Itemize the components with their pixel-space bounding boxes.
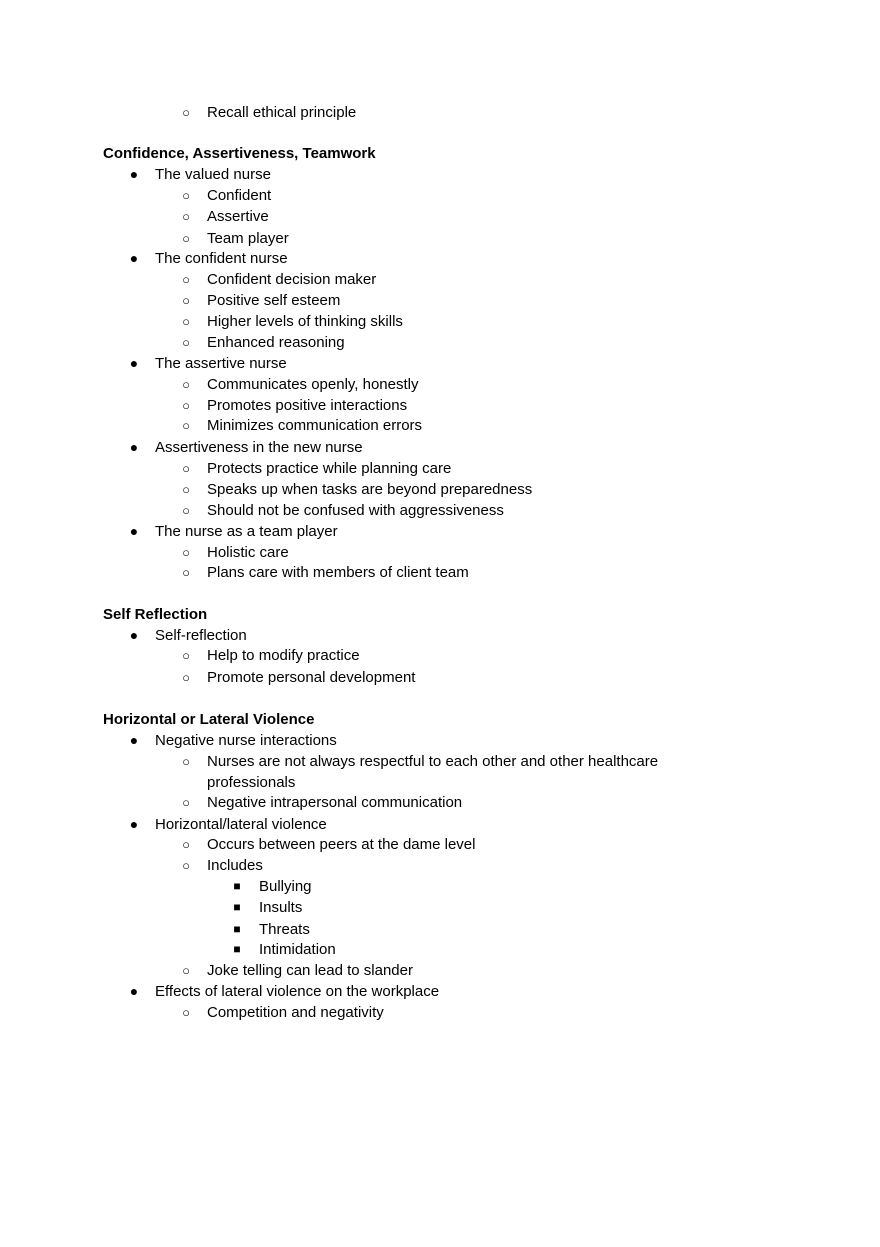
hollow-circle-bullet-icon: ○: [182, 188, 190, 203]
hollow-circle-bullet-icon: ○: [182, 398, 190, 413]
list-item: [0, 981, 880, 1002]
list-item-text: Bullying: [259, 878, 312, 895]
list-item-text: Holistic care: [207, 544, 289, 561]
list-item: [0, 876, 880, 897]
filled-circle-bullet-icon: ●: [129, 439, 139, 455]
square-bullet-icon: ■: [233, 942, 241, 956]
list-item: [0, 353, 880, 374]
list-item: [0, 625, 880, 646]
section-heading: Horizontal or Lateral Violence: [103, 711, 315, 728]
list-item-text: Effects of lateral violence on the workplace: [155, 983, 440, 1000]
list-item-text: Enhanced reasoning: [207, 334, 345, 351]
list-item: [0, 855, 880, 876]
list-item-text: The assertive nurse: [155, 355, 287, 372]
list-item-text: Recall ethical principle: [207, 104, 357, 121]
list-item-text: Speaks up when tasks are beyond preparedness: [207, 481, 533, 498]
list-item-text: Higher levels of thinking skills: [207, 313, 403, 330]
list-item-text: Includes: [207, 857, 263, 874]
list-item: [0, 290, 880, 311]
list-item-text: Promote personal development: [207, 669, 416, 686]
hollow-circle-bullet-icon: ○: [182, 377, 190, 392]
list-item-text: Threats: [259, 921, 310, 938]
hollow-circle-bullet-icon: ○: [182, 314, 190, 329]
filled-circle-bullet-icon: ●: [129, 627, 139, 643]
list-item: [0, 667, 880, 688]
list-item: [0, 792, 880, 813]
filled-circle-bullet-icon: ●: [129, 250, 139, 266]
list-item-text: Negative nurse interactions: [155, 732, 337, 749]
hollow-circle-bullet-icon: ○: [182, 648, 190, 663]
filled-circle-bullet-icon: ●: [129, 523, 139, 539]
list-item-text: Competition and negativity: [207, 1004, 384, 1021]
list-item-text: Help to modify practice: [207, 647, 360, 664]
list-item-text: Self-reflection: [155, 627, 247, 644]
filled-circle-bullet-icon: ●: [129, 983, 139, 999]
list-item: [0, 269, 880, 290]
hollow-circle-bullet-icon: ○: [182, 963, 190, 978]
list-item: [0, 311, 880, 332]
square-bullet-icon: ■: [233, 922, 241, 936]
list-item: [0, 102, 880, 123]
list-item: [0, 919, 880, 940]
list-item: [0, 332, 880, 353]
list-item: [0, 730, 880, 751]
list-item-text: The confident nurse: [155, 250, 288, 267]
section-heading: Self Reflection: [103, 606, 208, 623]
list-item: [0, 751, 880, 772]
hollow-circle-bullet-icon: ○: [182, 545, 190, 560]
filled-circle-bullet-icon: ●: [129, 166, 139, 182]
list-item-text: Confident: [207, 187, 272, 204]
list-item-text: Assertiveness in the new nurse: [155, 439, 363, 456]
list-item: [0, 437, 880, 458]
hollow-circle-bullet-icon: ○: [182, 231, 190, 246]
list-item-text: Positive self esteem: [207, 292, 341, 309]
filled-circle-bullet-icon: ●: [129, 816, 139, 832]
section-heading: Confidence, Assertiveness, Teamwork: [103, 145, 376, 162]
list-item-text: Joke telling can lead to slander: [207, 962, 413, 979]
list-item-text: Horizontal/lateral violence: [155, 816, 327, 833]
hollow-circle-bullet-icon: ○: [182, 858, 190, 873]
list-item: [0, 521, 880, 542]
list-item: [0, 185, 880, 206]
list-item: [0, 960, 880, 981]
list-item: [0, 415, 880, 436]
hollow-circle-bullet-icon: ○: [182, 418, 190, 433]
hollow-circle-bullet-icon: ○: [182, 1005, 190, 1020]
hollow-circle-bullet-icon: ○: [182, 482, 190, 497]
hollow-circle-bullet-icon: ○: [182, 503, 190, 518]
list-item: [0, 164, 880, 185]
hollow-circle-bullet-icon: ○: [182, 105, 190, 120]
list-item-text: Confident decision maker: [207, 271, 377, 288]
list-item: [0, 645, 880, 666]
hollow-circle-bullet-icon: ○: [182, 461, 190, 476]
list-item: [0, 897, 880, 918]
list-item-text: Should not be confused with aggressiveness: [207, 502, 504, 519]
hollow-circle-bullet-icon: ○: [182, 795, 190, 810]
hollow-circle-bullet-icon: ○: [182, 670, 190, 685]
list-item-text: professionals: [207, 774, 296, 791]
list-item: [0, 228, 880, 249]
list-item: [0, 479, 880, 500]
list-item-text: Nurses are not always respectful to each other and other healthcare: [207, 753, 659, 770]
list-item: [0, 834, 880, 855]
list-item: [0, 542, 880, 563]
list-item-text: Protects practice while planning care: [207, 460, 452, 477]
list-item: [0, 814, 880, 835]
hollow-circle-bullet-icon: ○: [182, 754, 190, 769]
filled-circle-bullet-icon: ●: [129, 732, 139, 748]
list-item-text: The nurse as a team player: [155, 523, 338, 540]
list-item: [0, 206, 880, 227]
list-item: [0, 395, 880, 416]
list-item-text: Communicates openly, honestly: [207, 376, 419, 393]
list-item: [0, 562, 880, 583]
hollow-circle-bullet-icon: ○: [182, 293, 190, 308]
list-item-text: The valued nurse: [155, 166, 271, 183]
list-item: [0, 374, 880, 395]
list-item-text: Insults: [259, 899, 303, 916]
list-item-text: Occurs between peers at the dame level: [207, 836, 476, 853]
hollow-circle-bullet-icon: ○: [182, 209, 190, 224]
filled-circle-bullet-icon: ●: [129, 355, 139, 371]
list-item-continuation: [0, 772, 880, 793]
hollow-circle-bullet-icon: ○: [182, 272, 190, 287]
hollow-circle-bullet-icon: ○: [182, 565, 190, 580]
list-item-text: Promotes positive interactions: [207, 397, 408, 414]
list-item: [0, 248, 880, 269]
list-item: [0, 500, 880, 521]
list-item-text: Team player: [207, 230, 289, 247]
list-item-text: Minimizes communication errors: [207, 417, 423, 434]
list-item-text: Assertive: [207, 208, 269, 225]
list-item: [0, 939, 880, 960]
hollow-circle-bullet-icon: ○: [182, 335, 190, 350]
hollow-circle-bullet-icon: ○: [182, 837, 190, 852]
square-bullet-icon: ■: [233, 879, 241, 893]
list-item-text: Intimidation: [259, 941, 336, 958]
square-bullet-icon: ■: [233, 900, 241, 914]
list-item-text: Negative intrapersonal communication: [207, 794, 463, 811]
list-item-text: Plans care with members of client team: [207, 564, 469, 581]
list-item: [0, 458, 880, 479]
list-item: [0, 1002, 880, 1023]
